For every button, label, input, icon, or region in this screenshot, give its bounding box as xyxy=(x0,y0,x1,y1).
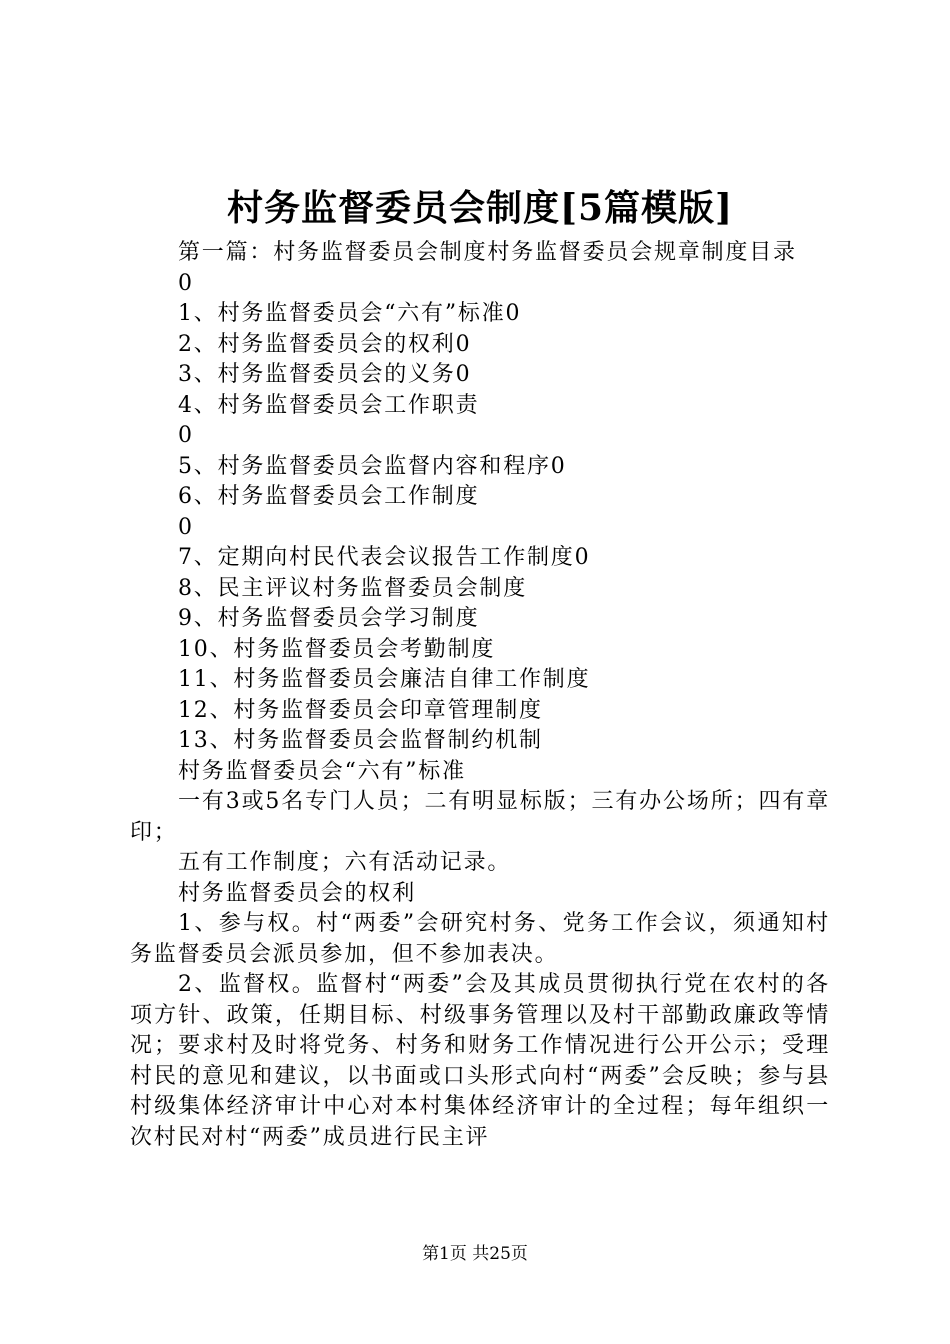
toc-item: 12、村务监督委员会印章管理制度 xyxy=(178,697,543,723)
toc-item: 7、定期向村民代表会议报告工作制度0 xyxy=(178,545,591,570)
document-body xyxy=(130,238,830,1153)
toc-item: 1、村务监督委员会“六有”标准0 xyxy=(178,301,522,326)
toc-item: 5、村务监督委员会监督内容和程序0 xyxy=(178,453,567,479)
toc-item: 10、村务监督委员会考勤制度 xyxy=(178,636,496,662)
toc-item: 13、村务监督委员会监督制约机制 xyxy=(178,728,543,753)
page-footer: 第1页 共25页 xyxy=(422,1244,528,1264)
toc-item: 9、村务监督委员会学习制度 xyxy=(178,606,480,631)
paragraph: 第一篇：村务监督委员会制度村务监督委员会规章制度目录 xyxy=(178,240,797,265)
paragraph: 1、参与权。村“两委”会研究村务、党务工作会议，须通知村务监督委员会派员参加，但不参加表决。 xyxy=(130,911,830,967)
paragraph: 0 xyxy=(178,514,194,540)
toc-item: 11、村务监督委员会廉洁自律工作制度 xyxy=(178,667,591,692)
paragraph: 一有3或5名专门人员；二有明显标版；三有办公场所；四有章印； xyxy=(130,789,830,845)
toc-item: 4、村务监督委员会工作职责 xyxy=(178,392,480,418)
paragraph: 0 xyxy=(178,270,194,296)
paragraph: 2、监督权。监督村“两委”会及其成员贯彻执行党在农村的各项方针、政策，任期目标、村级事务管理以及村干部勤政廉政等情况；要求村及时将党务、村务和财务工作情况进行公开公示；受理村民的意见和建议，以书面或口头形式向村“两委”会反映；参与县村级集体经济审计中心对本村集体经济审计的全过程；每年组织一次村民对村“两委”成员进行民主评 xyxy=(130,972,830,1150)
section-heading: 村务监督委员会的权利 xyxy=(178,880,417,906)
toc-item: 6、村务监督委员会工作制度 xyxy=(178,484,480,509)
section-heading: 村务监督委员会“六有”标准 xyxy=(178,758,466,784)
document-title: 村务监督委员会制度[5篇模版] xyxy=(226,187,734,229)
toc-item: 3、村务监督委员会的义务0 xyxy=(178,362,472,387)
toc-item: 2、村务监督委员会的权利0 xyxy=(178,331,472,357)
paragraph: 0 xyxy=(178,423,194,448)
toc-item: 8、民主评议村务监督委员会制度 xyxy=(178,575,527,601)
paragraph: 五有工作制度；六有活动记录。 xyxy=(178,850,512,875)
